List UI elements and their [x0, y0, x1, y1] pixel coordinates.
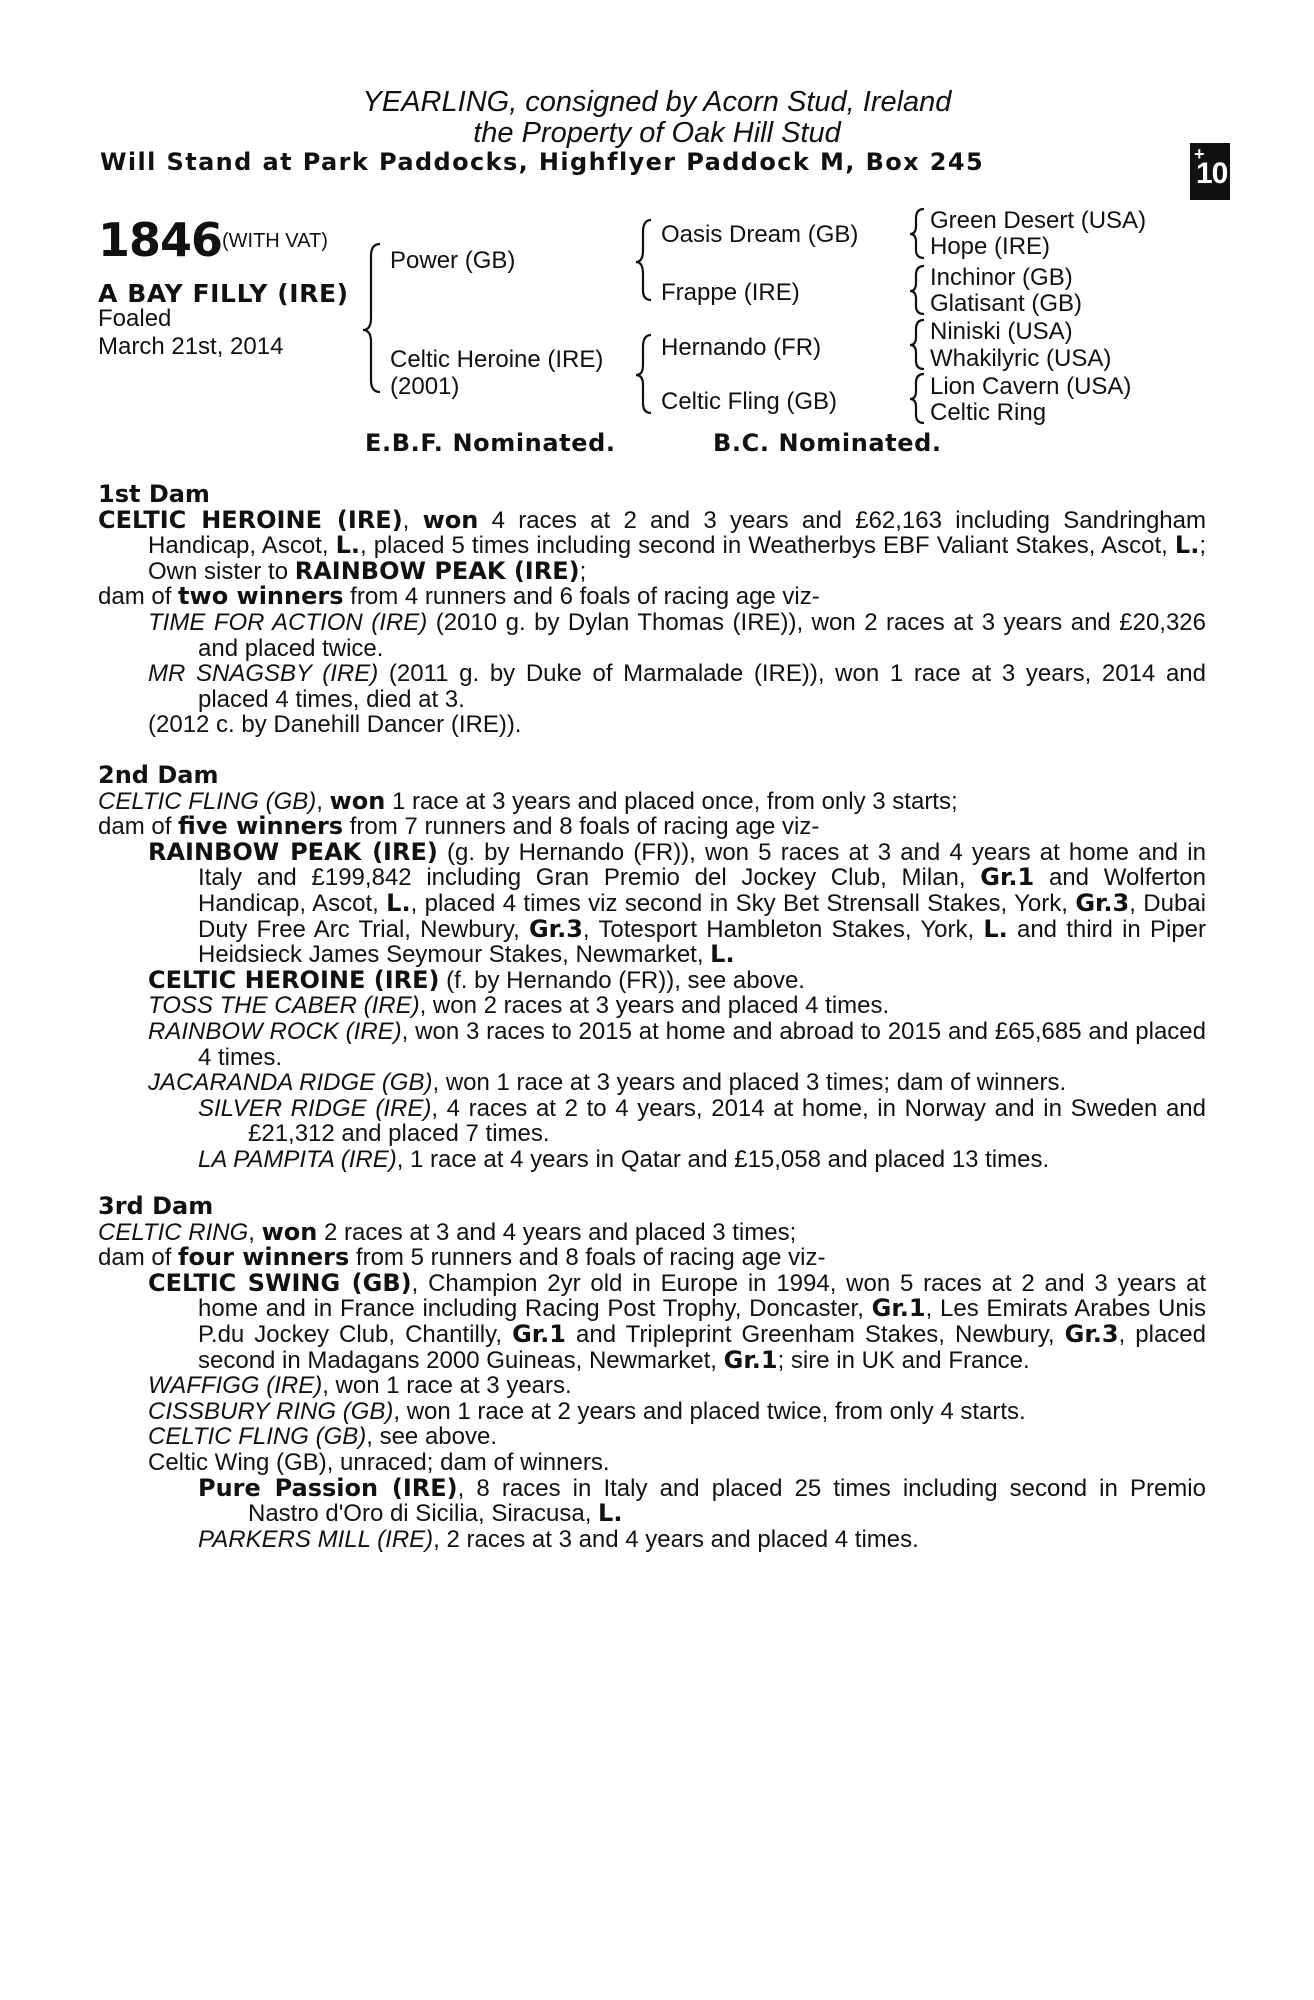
record-text: , placed 5 times including second in Weatherbys EBF Valiant Stakes, Ascot,: [359, 532, 1175, 560]
grandparent-3: Inchinor (GB): [930, 264, 1073, 291]
offspring-text: ; sire in UK and France.: [777, 1346, 1030, 1374]
offspring-text: and Wolferton Handicap, Ascot,: [198, 864, 1206, 917]
offspring-name: PARKERS MILL (IRE): [198, 1525, 434, 1553]
dam: Celtic Heroine (IRE): [390, 346, 604, 373]
list-item: [98, 661, 1206, 712]
winners-count: four winners: [178, 1243, 350, 1272]
text-sep: ,: [402, 506, 423, 534]
group-marker: Gr.3: [1075, 888, 1130, 917]
group-marker: Gr.1: [723, 1345, 778, 1374]
foaled-label: Foaled: [98, 305, 172, 332]
offspring-text: , Totesport Hambleton Stakes, York,: [582, 915, 984, 943]
text: from 7 runners and 8 foals of racing age viz-: [343, 813, 820, 841]
listed-marker: L.: [1174, 531, 1200, 560]
third-dam-name: CELTIC RING: [98, 1218, 249, 1246]
listed-marker: L.: [335, 531, 360, 560]
text-sep: ,: [316, 787, 330, 815]
third-dam-produce-summary: [98, 1245, 1206, 1271]
group-marker: Gr.1: [512, 1319, 566, 1348]
list-item: [98, 610, 1206, 661]
second-dam-produce-summary: [98, 814, 1206, 840]
brace-sire-line: [636, 220, 651, 300]
second-dam-name: CELTIC FLING (GB): [98, 787, 317, 815]
offspring-text: , see above.: [366, 1423, 498, 1451]
brace-g2: [910, 266, 924, 314]
offspring-name: RAINBOW ROCK (IRE): [148, 1017, 402, 1045]
grandparent-4: Glatisant (GB): [930, 290, 1083, 317]
record-text: 4 races at 2 and 3 years and £62,163 including Sandringham Handicap, Ascot,: [148, 506, 1206, 560]
won-label: won: [329, 786, 386, 815]
list-item: [98, 1399, 1206, 1425]
grandparent-1: Green Desert (USA): [930, 207, 1147, 234]
sire: Power (GB): [390, 247, 516, 274]
offspring-name: JACARANDA RIDGE (GB): [148, 1069, 433, 1097]
offspring-name: SILVER RIDGE (IRE): [198, 1094, 432, 1122]
sire-sire: Oasis Dream (GB): [661, 221, 859, 248]
record-text: 1 race at 3 years and placed once, from only 3 starts;: [385, 787, 958, 815]
brace-dam-line: [636, 335, 651, 413]
brace-sire-dam: [363, 244, 380, 392]
text: from 5 runners and 8 foals of racing age viz-: [349, 1244, 826, 1272]
offspring-text: Celtic Wing (GB), unraced; dam of winners.: [148, 1448, 610, 1476]
list-item: [98, 965, 1206, 994]
sister-name: RAINBOW PEAK (IRE): [294, 556, 580, 585]
offspring-text: , placed 4 times viz second in Sky Bet Strensall Stakes, York,: [410, 889, 1076, 917]
group-marker: Gr.3: [528, 914, 583, 943]
badge-plus: +: [1194, 144, 1205, 164]
grandparent-5: Niniski (USA): [930, 318, 1073, 345]
third-dam-section: [98, 1194, 1206, 1552]
brace-g4: [910, 374, 924, 423]
sire-dam: Frappe (IRE): [661, 279, 800, 306]
dam-sire: Hernando (FR): [661, 334, 822, 361]
offspring-text: and third in Piper Heidsieck James Seymour Stakes, Newmarket,: [198, 915, 1206, 969]
offspring-name: CISSBURY RING (GB): [148, 1397, 394, 1425]
offspring-text: , won 1 race at 3 years and placed 3 times; dam of winners.: [432, 1069, 1067, 1097]
won-label: won: [261, 1217, 318, 1246]
offspring-name: TIME FOR ACTION (IRE): [148, 608, 428, 636]
list-item: [98, 837, 1206, 969]
dam-dam: Celtic Fling (GB): [661, 388, 838, 415]
offspring-name: CELTIC HEROINE (IRE): [148, 965, 440, 994]
bc-nominated: B.C. Nominated.: [713, 429, 942, 457]
grandparent-7: Lion Cavern (USA): [930, 373, 1132, 400]
offspring-text: , won 2 races at 3 years and placed 4 times.: [419, 992, 890, 1020]
offspring-name: WAFFIGG (IRE): [148, 1372, 323, 1400]
text: dam of: [98, 813, 179, 841]
horse-name: A BAY FILLY (IRE): [98, 279, 349, 308]
offspring-text: , won 1 race at 3 years.: [322, 1372, 572, 1400]
text-sep: ,: [248, 1218, 262, 1246]
listed-marker: L.: [598, 1499, 623, 1528]
text: dam of: [98, 583, 179, 611]
record-text: 2 races at 3 and 4 years and placed 3 times;: [317, 1218, 797, 1246]
offspring-text: and Tripleprint Greenham Stakes, Newbury,: [566, 1320, 1065, 1348]
grandparent-2: Hope (IRE): [930, 233, 1051, 260]
header-title-line-2: the Property of Oak Hill Stud: [473, 117, 841, 149]
list-item: [98, 993, 1206, 1019]
offspring-text: , won 3 races to 2015 at home and abroad to 2015 and £65,685 and placed 4 times.: [198, 1017, 1206, 1071]
winners-count: two winners: [178, 582, 344, 611]
winners-count: five winners: [178, 812, 344, 841]
offspring-name: CELTIC SWING (GB): [148, 1268, 412, 1297]
won-label: won: [422, 505, 479, 534]
brace-g3: [910, 320, 924, 369]
listed-marker: L.: [710, 940, 735, 969]
list-item: [98, 1096, 1206, 1147]
header-stand-location: Will Stand at Park Paddocks, Highflyer Paddock M, Box 245: [100, 148, 985, 176]
group-marker: Gr.1: [871, 1294, 926, 1323]
offspring-text: , won 1 race at 2 years and placed twice, from only 4 starts.: [393, 1397, 1026, 1425]
group-marker: Gr.3: [1064, 1319, 1119, 1348]
second-dam-record: [98, 786, 1206, 815]
listed-marker: L.: [386, 888, 411, 917]
second-dam-section: [98, 763, 1206, 1173]
record-text: ;: [579, 557, 587, 585]
list-item: [98, 1473, 1206, 1528]
offspring-text: (2011 g. by Duke of Marmalade (IRE)), won 1 race at 3 years, 2014 and placed 4 times, died at 3.: [198, 660, 1206, 713]
first-dam-section: [98, 482, 1206, 738]
offspring-text: (2010 g. by Dylan Thomas (IRE)), won 2 races at 3 years and £20,326 and placed twice.: [198, 608, 1207, 662]
third-dam-record: [98, 1217, 1206, 1246]
text: dam of: [98, 1244, 179, 1272]
foaled-date: March 21st, 2014: [98, 333, 284, 360]
record-text: ; Own sister to: [148, 532, 1206, 585]
lot-vat-note: (WITH VAT): [222, 230, 328, 252]
offspring-text: , 2 races at 3 and 4 years and placed 4 times.: [433, 1525, 919, 1553]
second-dam-heading: 2nd Dam: [98, 761, 219, 789]
offspring-text: , 4 races at 2 to 4 years, 2014 at home, in Norway and in Sweden and £21,312 and placed 7 times.: [248, 1094, 1206, 1148]
offspring-name: CELTIC FLING (GB): [148, 1423, 367, 1451]
offspring-name: TOSS THE CABER (IRE): [148, 992, 420, 1020]
grandparent-6: Whakilyric (USA): [930, 345, 1112, 372]
list-item: [98, 1019, 1206, 1070]
offspring-text: , 1 race at 4 years in Qatar and £15,058 and placed 13 times.: [396, 1145, 1050, 1173]
dam-year: (2001): [390, 373, 460, 400]
first-dam-record: [98, 505, 1206, 585]
header-title-line-1: YEARLING, consigned by Acorn Stud, Ireland: [362, 86, 952, 118]
list-item: [98, 1373, 1206, 1399]
offspring-text: (f. by Hernando (FR)), see above.: [439, 966, 805, 994]
offspring-text: (g. by Hernando (FR)), won 5 races at 3 and 4 years at home and in Italy and £199,842 including Gran Premio del Jockey Club, Milan,: [198, 838, 1206, 892]
badge-number: 10: [1196, 157, 1228, 190]
first-dam-name: CELTIC HEROINE (IRE): [98, 505, 403, 534]
offspring-text: , Les Emirats Arabes Unis P.du Jockey Club, Chantilly,: [198, 1295, 1207, 1348]
list-item: [98, 1147, 1206, 1173]
offspring-text: , Champion 2yr old in Europe in 1994, won 5 races at 2 and 3 years at home and in France including Racing Post Trophy, Doncaster,: [198, 1269, 1206, 1323]
brace-g1: [910, 209, 924, 258]
list-item: [98, 1527, 1206, 1553]
offspring-text: (2012 c. by Danehill Dancer (IRE)).: [148, 711, 522, 739]
offspring-text: , Dubai Duty Free Arc Trial, Newbury,: [198, 889, 1206, 943]
offspring-name: MR SNAGSBY (IRE): [148, 660, 379, 688]
third-dam-heading: 3rd Dam: [98, 1192, 214, 1220]
group-marker: Gr.1: [980, 863, 1035, 892]
list-item: [98, 1268, 1207, 1374]
first-dam-produce-summary: [98, 584, 1206, 610]
offspring-text: , 8 races in Italy and placed 25 times including second in Premio Nastro d'Oro di Sicilia, Siracusa,: [248, 1474, 1206, 1528]
list-item: [98, 1070, 1206, 1096]
text: from 4 runners and 6 foals of racing age viz-: [343, 583, 820, 611]
first-dam-heading: 1st Dam: [98, 480, 210, 508]
offspring-text: , placed second in Madagans 2000 Guineas, Newmarket,: [198, 1320, 1206, 1374]
list-item: [98, 1424, 1206, 1450]
list-item: [98, 712, 1206, 738]
offspring-name: LA PAMPITA (IRE): [198, 1145, 397, 1173]
list-item: [98, 1450, 1206, 1476]
offspring-name: RAINBOW PEAK (IRE): [148, 837, 438, 866]
ebf-nominated: E.B.F. Nominated.: [365, 429, 616, 457]
lot-number: 1846: [98, 213, 223, 267]
offspring-name: Pure Passion (IRE): [198, 1473, 458, 1502]
grandparent-8: Celtic Ring: [930, 399, 1047, 426]
listed-marker: L.: [983, 914, 1008, 943]
